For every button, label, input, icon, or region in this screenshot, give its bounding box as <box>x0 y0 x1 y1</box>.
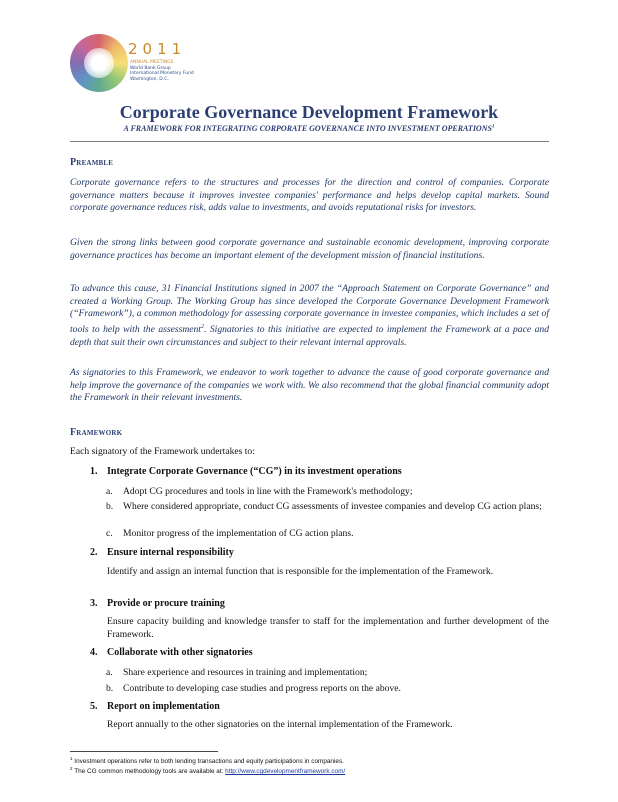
preamble-paragraph: Given the strong links between good corporate governance and sustainable economic development, improving corporate governance practices has become an important element of the development mission of financial institutions. <box>70 237 549 261</box>
globe-logo-icon <box>70 34 128 92</box>
item-title: Provide or procure training <box>107 598 225 609</box>
logo-line: International Monetary Fund <box>130 71 194 76</box>
framework-item-heading <box>90 466 402 477</box>
preamble-paragraph-tail: . Signatories to this initiative are expected to implement the Framework at a pace and depth that suit their own circumstances and subject to their relevant internal approvals. <box>70 323 549 348</box>
subitem-letter: a. <box>106 667 113 678</box>
logo-subtitle <box>130 60 210 82</box>
subitem-letter: b. <box>106 501 114 512</box>
logo-line: ANNUAL MEETINGS <box>130 60 174 65</box>
item-number: 1. <box>90 466 98 477</box>
framework-subitem <box>106 667 549 680</box>
logo-year: 2011 <box>128 40 187 58</box>
title-divider <box>70 141 549 142</box>
footnote <box>70 756 344 765</box>
item-title: Report on implementation <box>107 701 220 712</box>
footnote-divider <box>70 751 218 752</box>
logo-line: World Bank Group <box>130 65 171 71</box>
framework-item-heading <box>90 547 234 558</box>
framework-item-description: Report annually to the other signatories on the internal implementation of the Framework. <box>107 719 453 730</box>
preamble-heading: Preamble <box>70 157 114 168</box>
preamble-paragraph: As signatories to this Framework, we endeavor to work together to advance the cause of good corporate governance and help improve the governance of the companies we work with. We also recommend that the global financial community adopt the Framework in their relevant investments. <box>70 367 549 404</box>
subitem-letter: c. <box>106 528 113 539</box>
framework-subitem <box>106 501 549 527</box>
preamble-paragraph: Corporate governance refers to the structures and processes for the direction and control of companies. Corporate governance matters because it improves investee companies' performance and helps develop capital markets. Sound corporate governance reduces risk, adds value to investments, and avoids reputational risks for investors. <box>70 177 549 214</box>
framework-item-description: Ensure capacity building and knowledge transfer to staff for the implementation and further development of the Framework. <box>107 616 549 640</box>
item-number: 5. <box>90 701 98 712</box>
framework-item-heading <box>90 701 220 712</box>
footnote-text: The CG common methodology tools are available at: <box>74 768 226 776</box>
subitem-letter: b. <box>106 683 114 694</box>
framework-intro: Each signatory of the Framework undertakes to: <box>70 446 255 457</box>
logo-line: Washington, D.C. <box>130 76 169 82</box>
framework-item-description: Identify and assign an internal function that is responsible for the implementation of the Framework. <box>107 566 494 577</box>
framework-heading: Framework <box>70 427 123 438</box>
item-number: 3. <box>90 598 98 609</box>
subitem-text: Monitor progress of the implementation of CG action plans. <box>123 528 354 539</box>
framework-item-heading <box>90 647 253 658</box>
item-title: Collaborate with other signatories <box>107 647 253 658</box>
annual-meetings-logo <box>70 34 210 94</box>
subtitle-text: A FRAMEWORK FOR INTEGRATING CORPORATE GOVERNANCE INTO INVESTMENT OPERATIONS <box>123 124 492 133</box>
preamble-paragraph-text: To advance this cause, 31 Financial Institutions signed in 2007 the “Approach Statement on Corporate Governance” and created a Working Group. The Working Group has since developed the Corporate Governance Development Framework (“Framework”), a common methodology for assessing corporate governance in investee companies, which includes a set of tools to help with the assessment <box>70 283 549 335</box>
framework-subitem <box>106 528 549 541</box>
footnote-link[interactable]: http://www.cgdevelopmentframework.com/ <box>225 768 346 776</box>
subitem-text: Where considered appropriate, conduct CG assessments of investee companies and develop CG action plans; <box>123 501 542 512</box>
footnote-ref[interactable]: 1 <box>491 124 495 130</box>
footnote-text: Investment operations refer to both lending transactions and equity participations in companies. <box>74 758 344 766</box>
item-title: Integrate Corporate Governance (“CG”) in its investment operations <box>107 466 402 477</box>
document-title: Corporate Governance Development Framework <box>119 102 499 122</box>
framework-subitem <box>106 486 549 499</box>
footnote-mark: 2 <box>70 766 73 771</box>
framework-item-heading <box>90 598 225 609</box>
footnote-mark: 1 <box>70 756 73 761</box>
subitem-text: Adopt CG procedures and tools in line with the Framework's methodology; <box>123 486 413 497</box>
footnote-ref[interactable]: 2 <box>200 323 204 330</box>
footnote <box>70 766 345 775</box>
item-title: Ensure internal responsibility <box>107 547 234 558</box>
subitem-text: Contribute to developing case studies and progress reports on the above. <box>123 683 401 694</box>
item-number: 4. <box>90 647 98 658</box>
item-number: 2. <box>90 547 98 558</box>
document-subtitle <box>0 124 618 133</box>
preamble-paragraph <box>70 283 549 349</box>
framework-subitem <box>106 683 549 696</box>
subitem-letter: a. <box>106 486 113 497</box>
subitem-text: Share experience and resources in training and implementation; <box>123 667 368 678</box>
